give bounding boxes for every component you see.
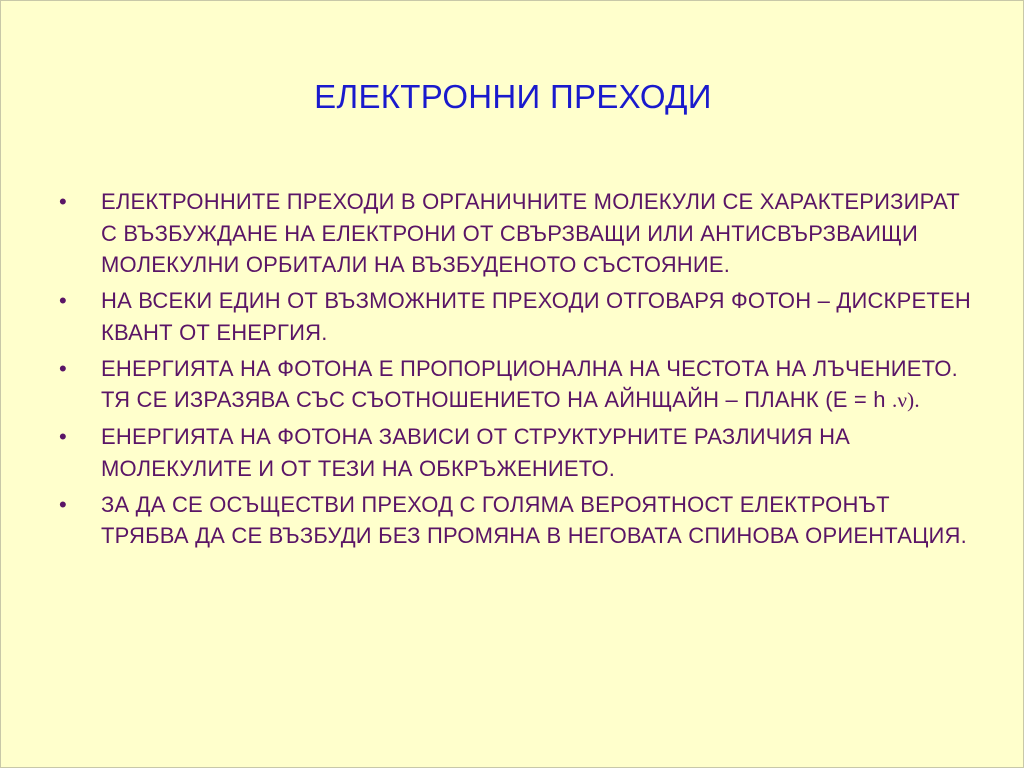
bullet-text: ЕНЕРГИЯТА НА ФОТОНА Е ПРОПОРЦИОНАЛНА НА ЧЕСТОТА НА ЛЪЧЕНИЕТО. ТЯ СЕ ИЗРАЗЯВА СЪС СЪОТНОШЕНИЕТО НА АЙНЩАЙН – ПЛАНК (Е = h	[101, 355, 958, 412]
bullet-text: НА ВСЕКИ ЕДИН ОТ ВЪЗМОЖНИТЕ ПРЕХОДИ ОТГОВАРЯ ФОТОН – ДИСКРЕТЕН КВАНТ ОТ ЕНЕРГИЯ.	[101, 288, 971, 345]
bullet-dot-icon: •	[59, 491, 67, 517]
bullet-text: ЕЛЕКТРОННИТЕ ПРЕХОДИ В ОРГАНИЧНИТЕ МОЛЕКУЛИ СЕ ХАРАКТЕРИЗИРАТ С ВЪЗБУЖДАНЕ НА ЕЛЕКТРОНИ ОТ СВЪРЗВАЩИ ИЛИ АНТИСВЪРЗВАИЩИ МОЛЕКУЛНИ ОРБИТАЛИ НА ВЪЗБУДЕНОТО СЪСТОЯНИЕ.	[101, 189, 960, 277]
bullet-dot-icon: •	[59, 189, 67, 214]
bullet-dot-icon: •	[59, 424, 67, 449]
bullet-item-3	[55, 353, 975, 417]
bullet-item-2	[55, 285, 975, 348]
bullet-text: ЕНЕРГИЯТА НА ФОТОНА ЗАВИСИ ОТ СТРУКТУРНИТЕ РАЗЛИЧИЯ НА МОЛЕКУЛИТЕ И ОТ ТЕЗИ НА ОБКРЪЖЕНИЕТО.	[101, 424, 851, 481]
bullet-list	[55, 186, 975, 556]
bullet-item-1	[55, 186, 975, 281]
formula-tail: .ν).	[892, 388, 920, 412]
bullet-item-4	[55, 421, 975, 484]
bullet-text: ЗА ДА СЕ ОСЪЩЕСТВИ ПРЕХОД С ГОЛЯМА ВЕРОЯТНОСТ ЕЛЕКТРОНЪТ ТРЯБВА ДА СЕ ВЪЗБУДИ БЕЗ ПРОМЯНА В НЕГОВАТА СПИНОВА ОРИЕНТАЦИЯ.	[101, 491, 967, 548]
slide-title: ЕЛЕКТРОННИ ПРЕХОДИ	[314, 78, 712, 115]
bullet-dot-icon: •	[59, 288, 67, 313]
bullet-dot-icon: •	[59, 355, 67, 381]
bullet-item-5	[55, 489, 975, 552]
